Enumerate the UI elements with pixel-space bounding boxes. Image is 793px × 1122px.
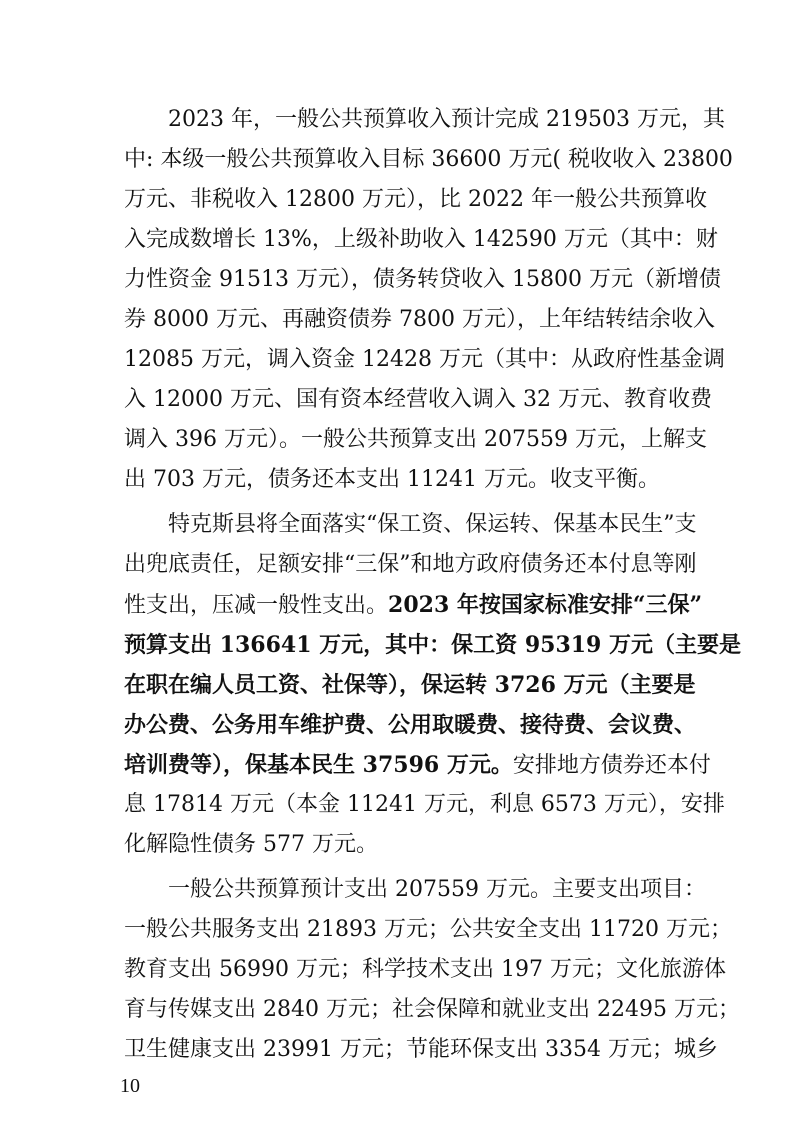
paragraph-2-line-9: 化解隐性债务 577 万元。 [124,832,378,857]
paragraph-2-line-1: 特克斯县将全面落实“保工资、保运转、保基本民生”支 [168,512,697,537]
paragraph-2-line-3 [124,585,703,625]
paragraph-1-line-8: 入 12000 万元、国有资本经营收入调入 32 万元、教育收费 [124,387,712,412]
paragraph-3-line-1: 一般公共预算预计支出 207559 万元。主要支出项目： [168,877,706,902]
paragraph-2-line-4-bold: 预算支出 136641 万元，其中：保工资 95319 万元（主要是 [124,632,742,658]
paragraph-2-line-5-bold: 在职在编人员工资、社保等），保运转 3726 万元（主要是 [124,672,696,698]
page-number: 10 [120,1075,140,1097]
paragraph-2-line-2: 出兜底责任，足额安排“三保”和地方政府债务还本付息等刚 [124,552,697,577]
paragraph-1-line-7: 12085 万元，调入资金 12428 万元（其中：从政府性基金调 [124,347,725,372]
paragraph-1-line-6: 券 8000 万元、再融资债券 7800 万元），上年结转结余收入 [124,307,715,332]
paragraph-1-line-5: 力性资金 91513 万元），债务转贷收入 15800 万元（新增债 [124,267,721,292]
paragraph-2-line-7-bold: 培训费等），保基本民生 37596 万元。 [124,752,513,778]
paragraph-2-line-7-normal: 安排地方债券还本付 [512,753,711,778]
paragraph-1-line-3: 万元、非税收入 12800 万元），比 2022 年一般公共预算收 [124,187,707,212]
paragraph-2-line-7 [124,745,711,785]
paragraph-2-line-6-bold: 办公费、公务用车维护费、公用取暖费、接待费、会议费、 [124,712,697,738]
paragraph-1-line-4: 入完成数增长 13%，上级补助收入 142590 万元（其中：财 [124,227,718,252]
paragraph-2-line-3-normal: 性支出，压减一般性支出。 [124,593,389,618]
paragraph-3-line-5: 卫生健康支出 23991 万元；节能环保支出 3354 万元；城乡 [124,1037,718,1062]
paragraph-3-line-3: 教育支出 56990 万元；科学技术支出 197 万元；文化旅游体 [124,957,726,982]
paragraph-3-line-2: 一般公共服务支出 21893 万元；公共安全支出 11720 万元； [124,917,732,942]
paragraph-1-line-1: 2023 年，一般公共预算收入预计完成 219503 万元，其 [168,107,725,132]
paragraph-3-line-4: 育与传媒支出 2840 万元；社会保障和就业支出 22495 万元； [124,997,740,1022]
paragraph-1-line-10: 出 703 万元，债务还本支出 11241 万元。收支平衡。 [124,467,660,492]
paragraph-1-line-9: 调入 396 万元）。一般公共预算支出 207559 万元，上解支 [124,427,707,452]
paragraph-1-line-2: 中: 本级一般公共预算收入目标 36600 万元( 税收收入 23800 [124,147,733,172]
paragraph-2-line-8: 息 17814 万元（本金 11241 万元，利息 6573 万元），安排 [124,792,725,817]
paragraph-2-line-3-bold: 2023 年按国家标准安排“三保” [388,592,703,618]
